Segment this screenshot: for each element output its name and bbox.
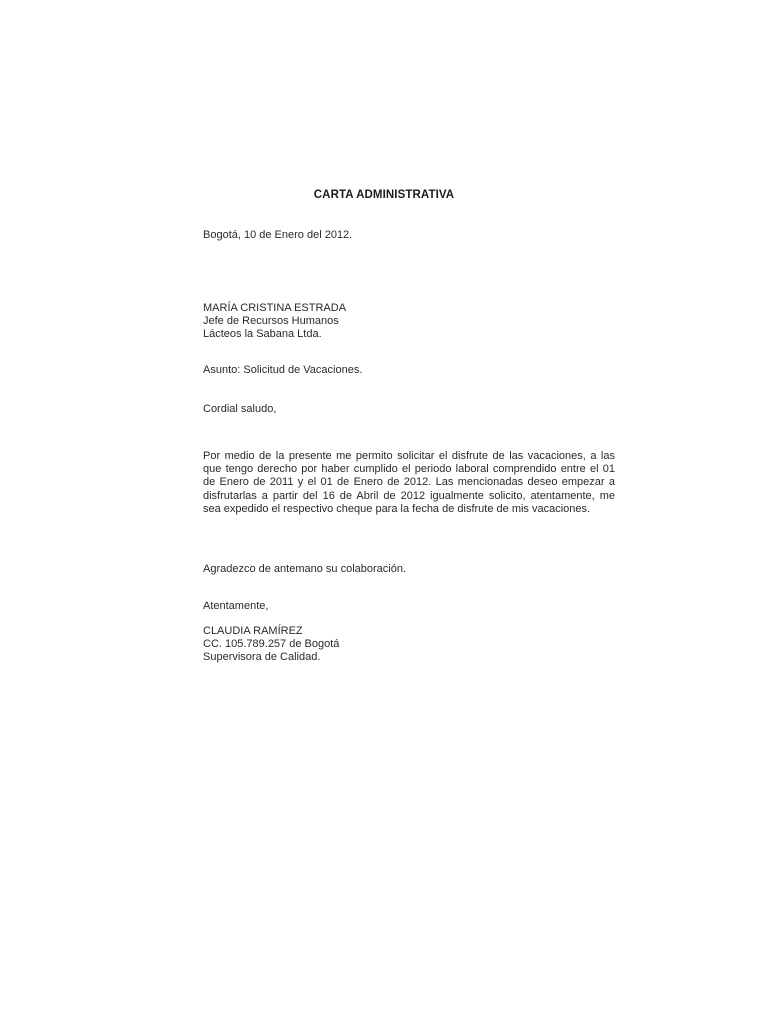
subject-line: Asunto: Solicitud de Vacaciones. [203,364,363,376]
closing-line: Atentamente, [203,600,269,612]
thanks-line: Agradezco de antemano su colaboración. [203,563,407,575]
sender-name: CLAUDIA RAMÍREZ [203,625,303,637]
recipient-name: MARÍA CRISTINA ESTRADA [203,302,347,314]
sender-block [203,625,339,665]
body-line: disfrutarlas a partir del 16 de Abril de 2012 igualmente solicito, atentamente, me [203,489,615,502]
sender-position: Supervisora de Calidad. [203,651,321,664]
recipient-block [203,302,346,342]
body-line: Por medio de la presente me permito solicitar el disfrute de las vacaciones, a las [203,450,615,462]
sender-id: CC. 105.789.257 de Bogotá [203,638,340,651]
body-line: sea expedido el respectivo cheque para la fecha de disfrute de mis vacaciones. [203,502,591,515]
date-line: Bogotá, 10 de Enero del 2012. [203,229,353,241]
recipient-company: Lácteos la Sabana Ltda. [203,328,322,341]
greeting: Cordial saludo, [203,403,277,415]
body-paragraph [203,450,615,516]
body-line: que tengo derecho por haber cumplido el periodo laboral comprendido entre el 01 [203,463,615,476]
body-line: de Enero de 2011 y el 01 de Enero de 2012. Las mencionadas deseo empezar a [203,476,615,489]
letter-title: CARTA ADMINISTRATIVA [313,189,455,201]
recipient-position: Jefe de Recursos Humanos [203,315,339,328]
